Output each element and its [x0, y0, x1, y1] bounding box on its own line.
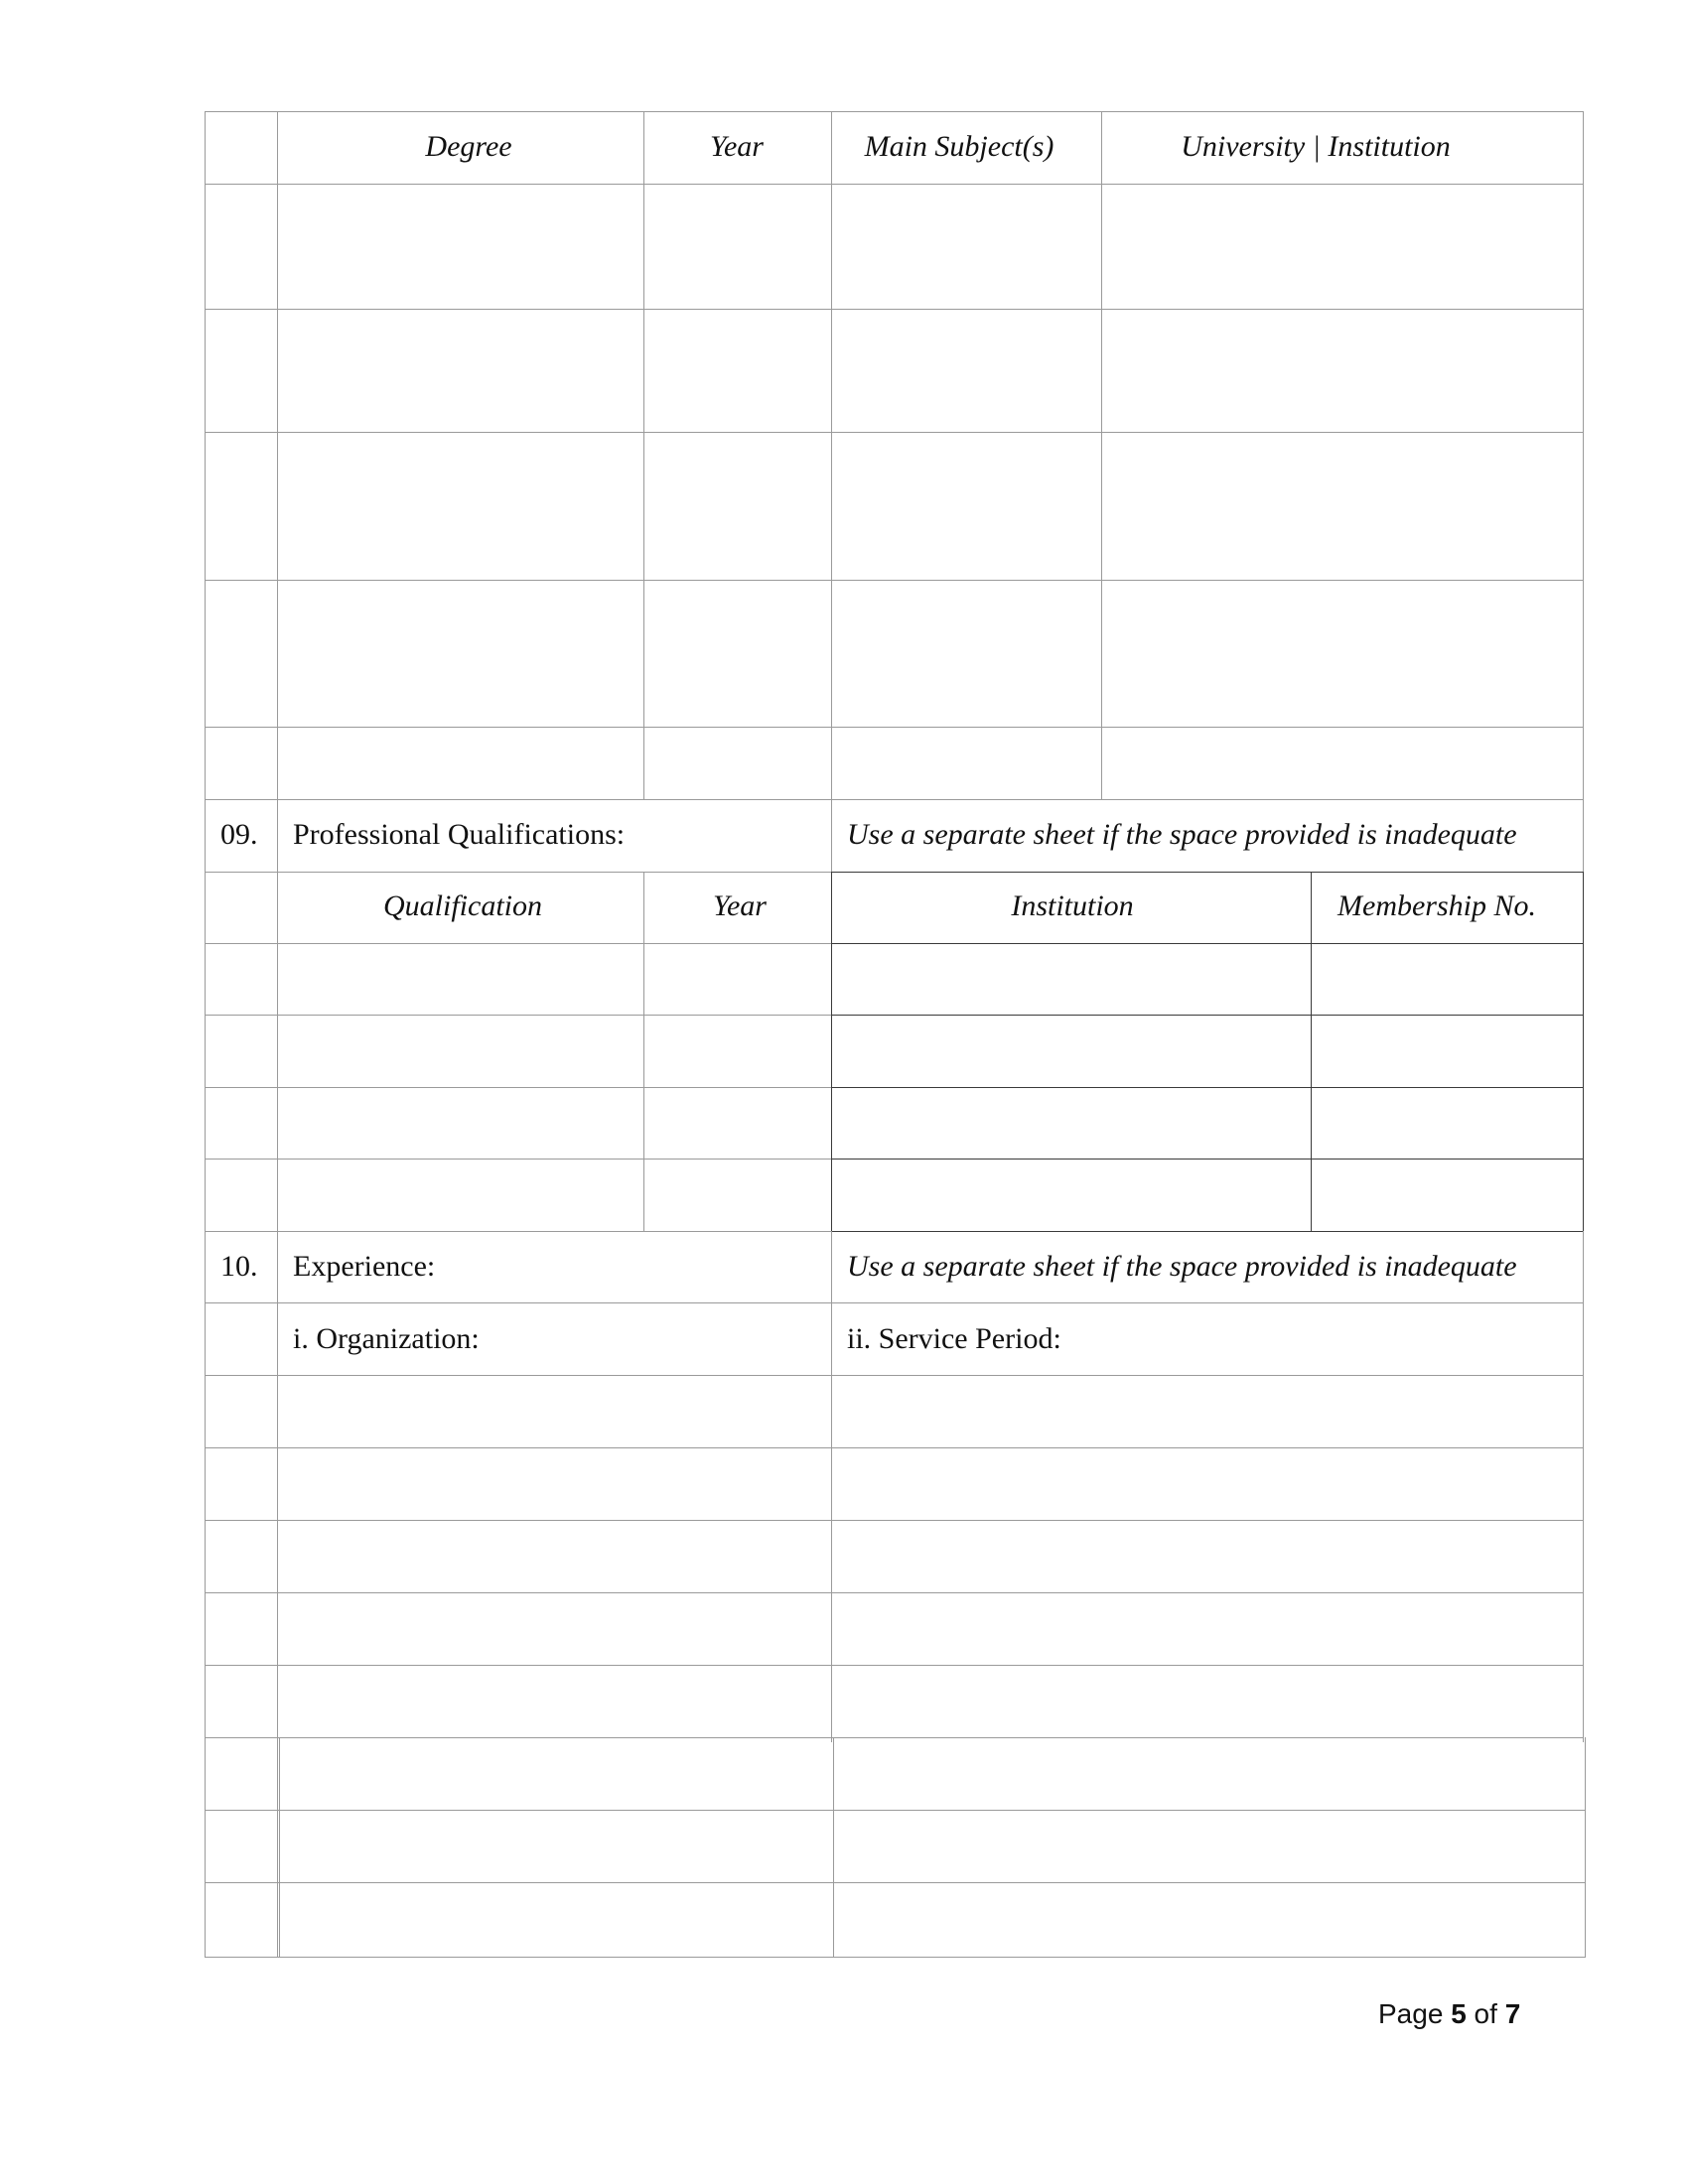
qualification-year-field[interactable]	[645, 945, 830, 1014]
table-rule	[831, 872, 1583, 873]
main-subjects-header: Main Subject(s)	[864, 130, 1055, 163]
table-rule	[205, 1375, 1584, 1376]
table-rule	[205, 1447, 1584, 1448]
table-rule	[831, 799, 832, 872]
table-rule	[205, 1302, 1584, 1303]
table-rule	[205, 1737, 206, 1958]
table-rule	[831, 1087, 1583, 1088]
table-rule	[1585, 1737, 1586, 1958]
education-subject-field[interactable]	[833, 186, 1100, 308]
section-number-09: 09.	[220, 818, 258, 851]
table-rule	[205, 1957, 1586, 1958]
table-rule	[205, 799, 1584, 800]
table-rule	[279, 1737, 280, 1958]
table-rule	[1311, 872, 1312, 1231]
institution-header: Institution	[1011, 889, 1134, 922]
professional-year-header: Year	[713, 889, 767, 922]
organization-label: i. Organization:	[293, 1322, 480, 1355]
table-rule	[205, 1159, 831, 1160]
table-rule	[205, 309, 1584, 310]
service-period-field[interactable]	[833, 1377, 1582, 1446]
membership-header: Membership No.	[1337, 889, 1536, 922]
education-university-field[interactable]	[1103, 186, 1582, 308]
table-rule	[831, 1015, 1583, 1016]
qualification-header: Qualification	[383, 889, 542, 922]
professional-note: Use a separate sheet if the space provided is inadequate	[847, 818, 1517, 851]
table-rule	[205, 432, 1584, 433]
table-rule	[205, 111, 206, 1958]
experience-label: Experience:	[293, 1250, 436, 1283]
current-page: 5	[1451, 1998, 1467, 2029]
table-rule	[831, 1159, 1583, 1160]
table-rule	[831, 943, 1583, 944]
institution-field[interactable]	[833, 945, 1310, 1014]
table-rule	[277, 799, 278, 1958]
university-header: University | Institution	[1181, 130, 1451, 163]
table-rule	[831, 1231, 1583, 1232]
membership-field[interactable]	[1313, 945, 1582, 1014]
table-rule	[643, 111, 644, 799]
table-rule	[205, 1737, 1584, 1738]
of-word: of	[1474, 1998, 1497, 2029]
table-rule	[831, 872, 832, 1231]
education-year-field[interactable]	[645, 186, 830, 308]
table-rule	[205, 184, 1584, 185]
experience-note: Use a separate sheet if the space provided is inadequate	[847, 1250, 1517, 1283]
table-rule	[1101, 111, 1102, 799]
page-word: Page	[1378, 1998, 1444, 2029]
table-rule	[205, 1810, 1586, 1811]
year-header: Year	[710, 130, 764, 163]
table-rule	[1583, 872, 1584, 1231]
table-rule	[833, 1737, 834, 1958]
table-rule	[205, 1882, 1586, 1883]
organization-field[interactable]	[279, 1377, 830, 1446]
service-period-label: ii. Service Period:	[847, 1322, 1061, 1355]
section-number-10: 10.	[220, 1250, 258, 1283]
table-rule	[643, 872, 644, 1231]
table-rule	[205, 580, 1584, 581]
degree-header: Degree	[425, 130, 512, 163]
table-rule	[205, 943, 831, 944]
qualification-field[interactable]	[279, 945, 642, 1014]
table-rule	[205, 1520, 1584, 1521]
total-pages: 7	[1504, 1998, 1521, 2029]
table-rule	[831, 111, 832, 799]
table-rule	[205, 111, 1584, 112]
table-rule	[205, 1665, 1584, 1666]
table-rule	[831, 1231, 832, 1742]
professional-qualifications-label: Professional Qualifications:	[293, 818, 626, 851]
table-rule	[205, 1087, 831, 1088]
table-rule	[205, 727, 1584, 728]
table-rule	[205, 1015, 831, 1016]
table-rule	[205, 1592, 1584, 1593]
page-number	[1378, 1994, 1520, 2034]
education-degree-field[interactable]	[279, 186, 642, 308]
